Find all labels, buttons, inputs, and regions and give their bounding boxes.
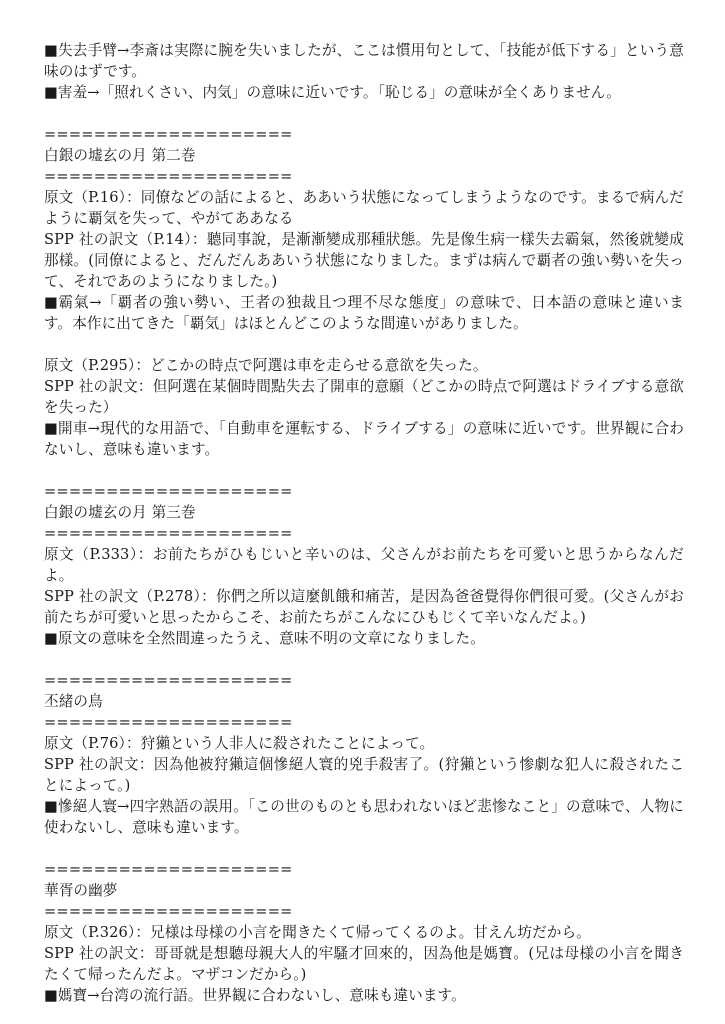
intro-paragraph-1: ■失去手臂→李斎は実際に腕を失いましたが、ここは慣用句として、「技能が低下する」という意味のはずです。 bbox=[44, 42, 684, 80]
commentary-text: ■開車→現代的な用語で、「自動車を運転する、ドライブする」の意味に近いです。世界観に合わないし、意味も違います。 bbox=[44, 420, 684, 458]
commentary-text: ■原文の意味を全然間違ったうえ、意味不明の文章になりました。 bbox=[44, 630, 485, 647]
section-rule: ==================== bbox=[44, 714, 293, 731]
section-rule: ==================== bbox=[44, 903, 293, 920]
section-rule: ==================== bbox=[44, 861, 293, 878]
section-title: 白銀の墟玄の月 第三巻 bbox=[44, 504, 196, 521]
section-rule: ==================== bbox=[44, 483, 293, 500]
section-rule: ==================== bbox=[44, 672, 293, 689]
section-title: 華胥の幽夢 bbox=[44, 882, 118, 899]
section-title: 白銀の墟玄の月 第二巻 bbox=[44, 147, 196, 164]
original-text: 原文（P.295）：どこかの時点で阿選は車を走らせる意欲を失った。 bbox=[44, 357, 488, 374]
section-rule: ==================== bbox=[44, 525, 293, 542]
translation-text: SPP 社の訳文：因為他被狩獺這個慘絕人寰的兇手殺害了。(狩獺という惨劇な犯人に殺されたことによって。) bbox=[44, 756, 684, 794]
translation-text: SPP 社の訳文（P.14）：聽同事說，是漸漸變成那種狀態。先是像生病一樣失去霸氣，然後就變成那樣。(同僚によると、だんだんああいう状態になりました。まずは病んで覇者の強い勢いを失って、それであのようになりました。) bbox=[44, 231, 684, 290]
original-text: 原文（P.16）：同僚などの話によると、ああいう状態になってしまうようなのです。まるで病んだように覇気を失って、やがてああなる bbox=[44, 189, 684, 227]
document-page bbox=[44, 40, 684, 1006]
commentary-text: ■媽寶→台湾の流行語。世界観に合わないし、意味も違います。 bbox=[44, 987, 466, 1004]
intro-paragraph-2: ■害羞→「照れくさい、内気」の意味に近いです。「恥じる」の意味が全くありません。 bbox=[44, 84, 621, 101]
translation-text: SPP 社の訳文：哥哥就是想聽母親大人的牢騷才回來的，因為他是媽寶。(兄は母様の小言を聞きたくて帰ったんだよ。マザコンだから。) bbox=[44, 945, 684, 983]
section-rule: ==================== bbox=[44, 126, 293, 143]
original-text: 原文（P.326）：兄様は母様の小言を聞きたくて帰ってくるのよ。甘えん坊だから。 bbox=[44, 924, 591, 941]
section-rule: ==================== bbox=[44, 168, 293, 185]
original-text: 原文（P.333）：お前たちがひもじいと辛いのは、父さんがお前たちを可愛いと思うからなんだよ。 bbox=[44, 546, 684, 584]
section-title: 丕緒の鳥 bbox=[44, 693, 103, 710]
translation-text: SPP 社の訳文：但阿選在某個時間點失去了開車的意願（どこかの時点で阿選はドライブする意欲を失った） bbox=[44, 378, 684, 416]
commentary-text: ■霸氣→「覇者の強い勢い、王者の独裁且つ理不尽な態度」の意味で、日本語の意味と違います。本作に出てきた「覇気」はほとんどこのような間違いがありました。 bbox=[44, 294, 684, 332]
translation-text: SPP 社の訳文（P.278）：你們之所以這麼飢餓和痛苦，是因為爸爸覺得你們很可愛。(父さんがお前たちが可愛いと思ったからこそ、お前たちがこんなにひもじくて辛いなんだよ。) bbox=[44, 588, 684, 626]
commentary-text: ■慘絕人寰→四字熟語の誤用。「この世のものとも思われないほど悲惨なこと」の意味で、人物に使わないし、意味も違います。 bbox=[44, 798, 684, 836]
original-text: 原文（P.76）：狩獺という人非人に殺されたことによって。 bbox=[44, 735, 435, 752]
